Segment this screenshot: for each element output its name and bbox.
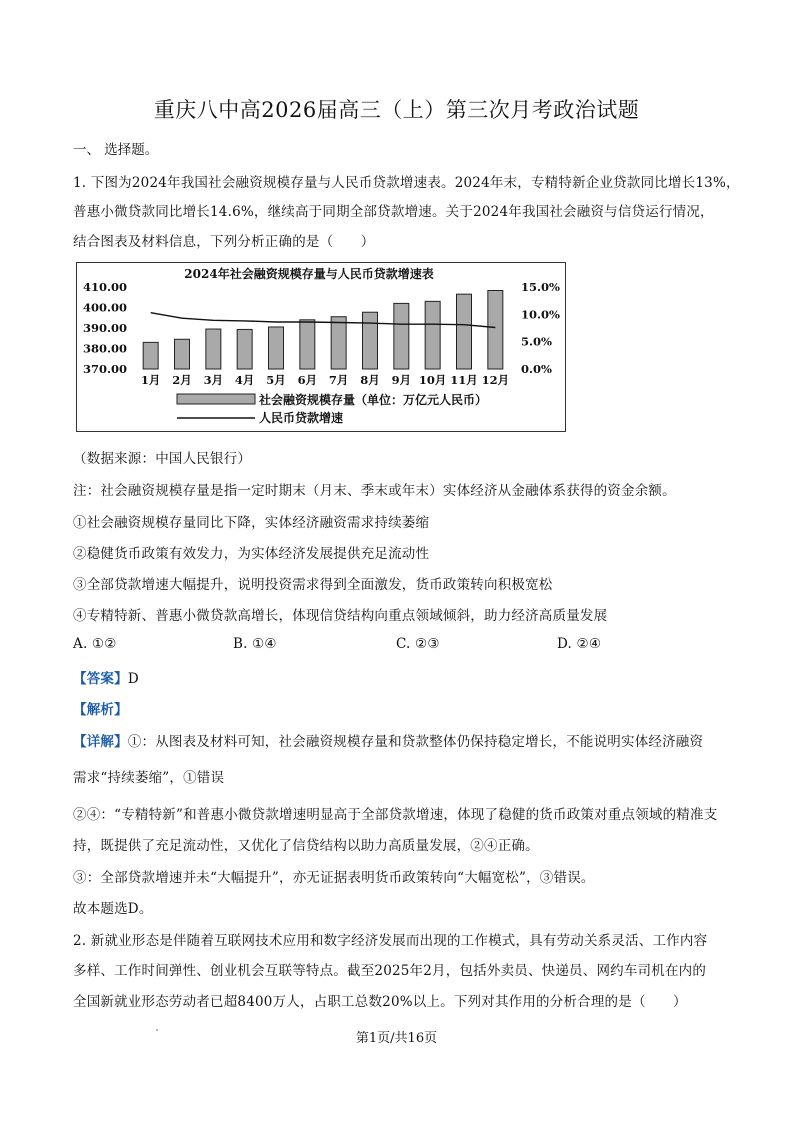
bar — [331, 317, 346, 369]
legend-line-label: 人民币贷款增速 — [259, 411, 344, 425]
statement-3: ③全部贷款增速大幅提升，说明投资需求得到全面激发，货币政策转向积极宽松 — [73, 577, 553, 593]
detail-line-6: 故本题选D。 — [73, 901, 153, 917]
detail-line-2: 需求“持续萎缩”，①错误 — [73, 770, 225, 786]
right-tick-label: 10.0% — [521, 307, 560, 322]
bar — [269, 327, 284, 369]
loan-growth-line — [151, 313, 496, 328]
answer-tag: 【答案】 — [73, 671, 128, 687]
right-tick-label: 5.0% — [521, 334, 552, 349]
q1-line-2: 普惠小微贷款同比增长14.6%，继续高于同期全部贷款增速。关于2024年我国社会融资与信贷运行情况， — [73, 204, 714, 220]
statement-4: ④专精特新、普惠小微贷款高增长，体现信贷结构向重点领域倾斜，助力经济高质量发展 — [73, 608, 608, 624]
category-label: 4月 — [234, 373, 255, 387]
q2-line-2: 多样、工作时间弹性、创业机会互联等特点。截至2025年2月，包括外卖员、快递员、网约车司机在内的 — [73, 963, 707, 979]
legend-bar-label: 社会融资规模存量（单位：万亿元人民币） — [259, 393, 488, 407]
category-label: 7月 — [328, 373, 349, 387]
right-tick-label: 0.0% — [521, 362, 552, 376]
bar — [488, 290, 503, 369]
section-heading: 一、 选择题。 — [73, 142, 159, 158]
bar — [300, 320, 315, 369]
bar — [394, 303, 409, 369]
right-tick-label: 15.0% — [521, 280, 560, 294]
q2-line-3: 全国新就业形态劳动者已超8400万人，占职工总数20%以上。下列对其作用的分析合理的是（ ） — [73, 994, 687, 1010]
data-source: （数据来源：中国人民银行） — [73, 451, 252, 467]
category-label: 1月 — [140, 373, 161, 387]
option-a: A. ①② — [73, 636, 117, 652]
category-label: 9月 — [391, 373, 412, 387]
answer-line — [73, 667, 139, 687]
option-c: C. ②③ — [396, 636, 440, 652]
category-label: 10月 — [418, 373, 447, 387]
category-label: 8月 — [360, 373, 380, 387]
bar — [363, 312, 378, 369]
category-label: 2月 — [172, 373, 192, 387]
bar — [143, 342, 158, 369]
detail-text-1: ①：从图表及材料可知，社会融资规模存量和贷款整体仍保持稳定增长，不能说明实体经济融资 — [127, 734, 704, 750]
bar — [425, 301, 440, 369]
chart-note: 注：社会融资规模存量是指一定时期末（月末、季末或年末）实体经济从金融体系获得的资金余额。 — [73, 483, 676, 499]
chart-title: 2024年社会融资规模存量与人民币贷款增速表 — [184, 267, 434, 281]
bar — [206, 329, 221, 369]
statement-1: ①社会融资规模存量同比下降，实体经济融资需求持续萎缩 — [73, 515, 430, 531]
bar — [457, 294, 472, 369]
left-tick-label: 380.00 — [82, 341, 127, 356]
left-tick-label: 390.00 — [82, 321, 127, 335]
category-label: 6月 — [297, 373, 318, 387]
left-tick-label: 400.00 — [82, 300, 127, 315]
q1-line-3: 结合图表及材料信息，下列分析正确的是（ ） — [73, 234, 375, 250]
detail-line-3: ②④：“专精特新”和普惠小微贷款增速明显高于全部贷款增速，体现了稳健的货币政策对重点领域的精准支 — [73, 807, 718, 823]
option-b: B. ①④ — [233, 636, 277, 652]
category-label: 12月 — [481, 373, 510, 387]
answer-value: D — [127, 671, 139, 687]
detail-line-5: ③：全部贷款增速并未“大幅提升”，亦无证据表明货币政策转向“大幅宽松”，③错误。 — [73, 870, 595, 886]
q1-line-1: 1. 下图为2024年我国社会融资规模存量与人民币贷款增速表。2024年末，专精特新企业贷款同比增长13%， — [73, 175, 740, 191]
option-d: D. ②④ — [557, 636, 602, 652]
page-title: 重庆八中高2026届高三（上）第三次月考政治试题 — [153, 98, 640, 122]
detail-line-1 — [73, 730, 703, 750]
category-label: 11月 — [450, 373, 478, 387]
bar — [237, 329, 252, 369]
page-footer: 第1页/共16页 — [355, 1031, 438, 1046]
chart-container — [76, 262, 566, 432]
detail-tag: 【详解】 — [73, 734, 128, 750]
left-tick-label: 370.00 — [82, 362, 127, 376]
statement-2: ②稳健货币政策有效发力，为实体经济发展提供充足流动性 — [73, 546, 430, 562]
legend-bar-swatch — [177, 394, 255, 404]
bar — [175, 339, 190, 369]
category-label: 5月 — [266, 373, 286, 387]
left-tick-label: 410.00 — [82, 280, 127, 294]
detail-line-4: 持，既提供了充足流动性，又优化了信贷结构以助力高质量发展，②④正确。 — [73, 838, 539, 854]
analysis-line — [73, 698, 128, 718]
analysis-tag: 【解析】 — [73, 702, 128, 718]
bar-line-chart — [77, 263, 565, 431]
category-label: 3月 — [203, 373, 224, 387]
q2-line-1: 2. 新就业形态是伴随着互联网技术应用和数字经济发展而出现的工作模式，具有劳动关系灵活、工作内容 — [73, 933, 708, 949]
